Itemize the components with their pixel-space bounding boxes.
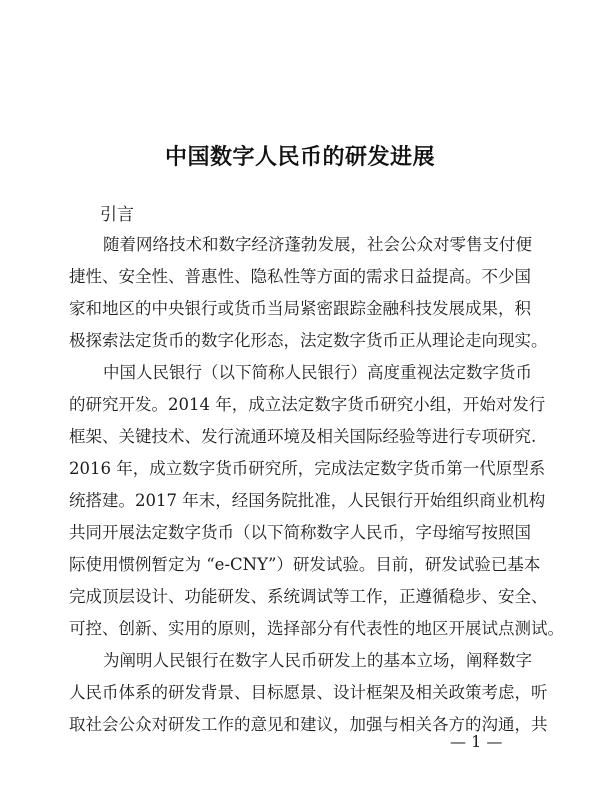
paragraph-line: 随着网络技术和数字经济蓬勃发展，社会公众对零售支付便 [103, 235, 532, 254]
paragraph-line: 捷性、安全性、普惠性、隐私性等方面的需求日益提高。不少国 [69, 267, 531, 286]
paragraph-line: 为阐明人民银行在数字人民币研发上的基本立场，阐释数字 [103, 651, 532, 670]
paragraph-line: 共同开展法定数字货币（以下简称数字人民币，字母缩写按照国 [69, 523, 531, 542]
paragraph-line: 极探索法定货币的数字化形态，法定数字货币正从理论走向现实。 [69, 331, 548, 350]
paragraph-line: 际使用惯例暂定为 “e-CNY”）研发试验。目前，研发试验已基本 [69, 555, 541, 574]
paragraph-line: 取社会公众对研发工作的意见和建议，加强与相关各方的沟通，共 [69, 715, 548, 734]
paragraph-line: 中国人民银行（以下简称人民银行）高度重视法定数字货币 [103, 363, 532, 382]
paragraph-line: 框架、关键技术、发行流通环境及相关国际经验等进行专项研究. [69, 427, 537, 446]
paragraph-line: 2016 年，成立数字货币研究所，完成法定数字货币第一代原型系 [69, 459, 546, 478]
paragraph-line: 人民币体系的研发背景、目标愿景、设计框架及相关政策考虑，听 [69, 683, 548, 702]
section-heading: 引言 [100, 205, 134, 225]
paragraph-line: 完成顶层设计、功能研发、系统调试等工作，正遵循稳步、安全、 [69, 587, 548, 606]
paragraph-line: 的研究开发。2014 年，成立法定数字货币研究小组，开始对发行 [69, 395, 546, 414]
paragraph-line: 可控、创新、实用的原则，选择部分有代表性的地区开展试点测试。 [69, 619, 564, 638]
paragraph-line: 统搭建。2017 年末，经国务院批准，人民银行开始组织商业机构 [69, 491, 546, 510]
page-number: — 1 — [450, 732, 503, 751]
paragraph-line: 家和地区的中央银行或货币当局紧密跟踪金融科技发展成果，积 [69, 299, 531, 318]
document-title: 中国数字人民币的研发进展 [164, 144, 435, 170]
